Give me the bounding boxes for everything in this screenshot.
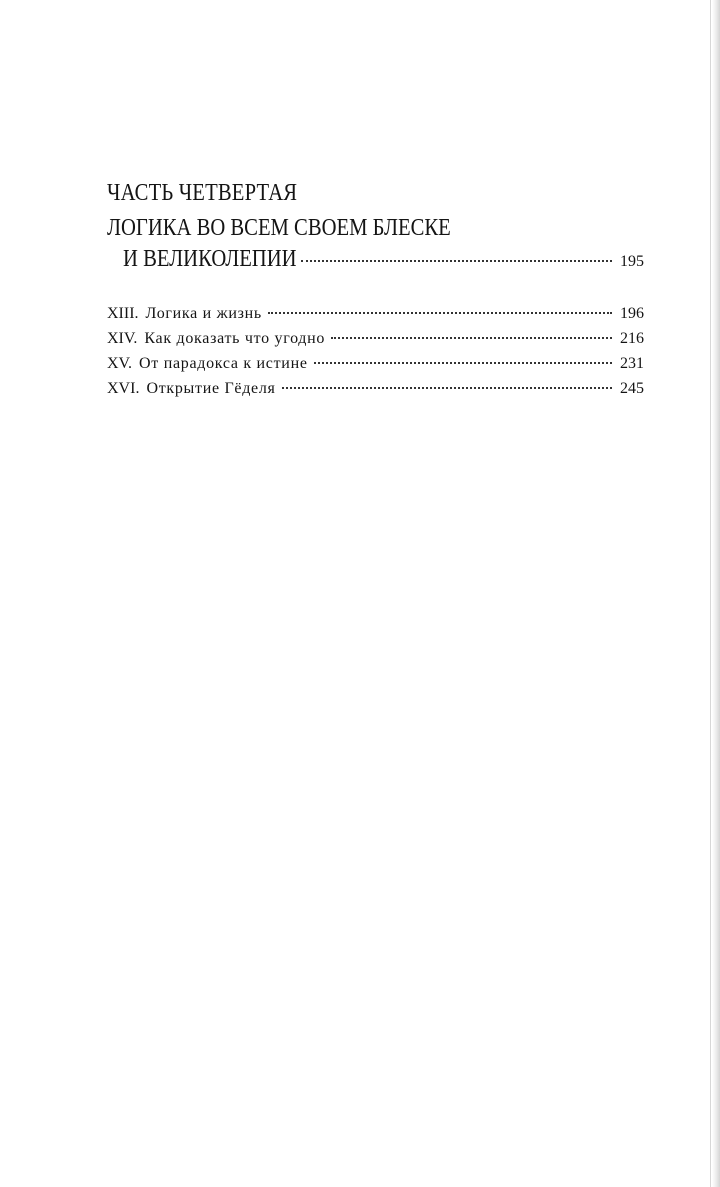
part-title-line1: ЛОГИКА ВО ВСЕМ СВОЕМ БЛЕСКЕ: [107, 215, 451, 241]
chapter-number: XV.: [107, 355, 133, 372]
part-page-number: 195: [620, 253, 644, 270]
chapter-entry: [107, 376, 644, 401]
dot-leader: [331, 337, 612, 339]
chapter-list: [107, 301, 644, 401]
chapter-title: От парадокса к истине: [139, 355, 308, 372]
part-title-line2: И ВЕЛИКОЛЕПИИ: [123, 246, 297, 272]
chapter-page-number: 231: [620, 355, 644, 372]
dot-leader: [282, 387, 612, 389]
chapter-number: XIII.: [107, 305, 139, 322]
chapter-page-number: 245: [620, 380, 644, 397]
page-edge-line: [710, 0, 711, 1187]
chapter-page-number: 196: [620, 305, 644, 322]
table-of-contents: [107, 178, 644, 401]
chapter-number: XIV.: [107, 330, 138, 347]
chapter-page-number: 216: [620, 330, 644, 347]
part-title-row: [107, 244, 644, 274]
page-edge-shadow: [712, 0, 720, 1187]
chapter-entry: [107, 301, 644, 326]
dot-leader: [268, 312, 612, 314]
chapter-title: Открытие Гёделя: [146, 380, 276, 397]
chapter-title: Как доказать что угодно: [144, 330, 326, 347]
chapter-entry: [107, 326, 644, 351]
chapter-number: XVI.: [107, 380, 140, 397]
part-label: ЧАСТЬ ЧЕТВЕРТАЯ: [107, 180, 298, 206]
chapter-title: Логика и жизнь: [145, 305, 262, 322]
dot-leader: [314, 362, 612, 364]
dot-leader: [301, 260, 612, 262]
chapter-entry: [107, 351, 644, 376]
